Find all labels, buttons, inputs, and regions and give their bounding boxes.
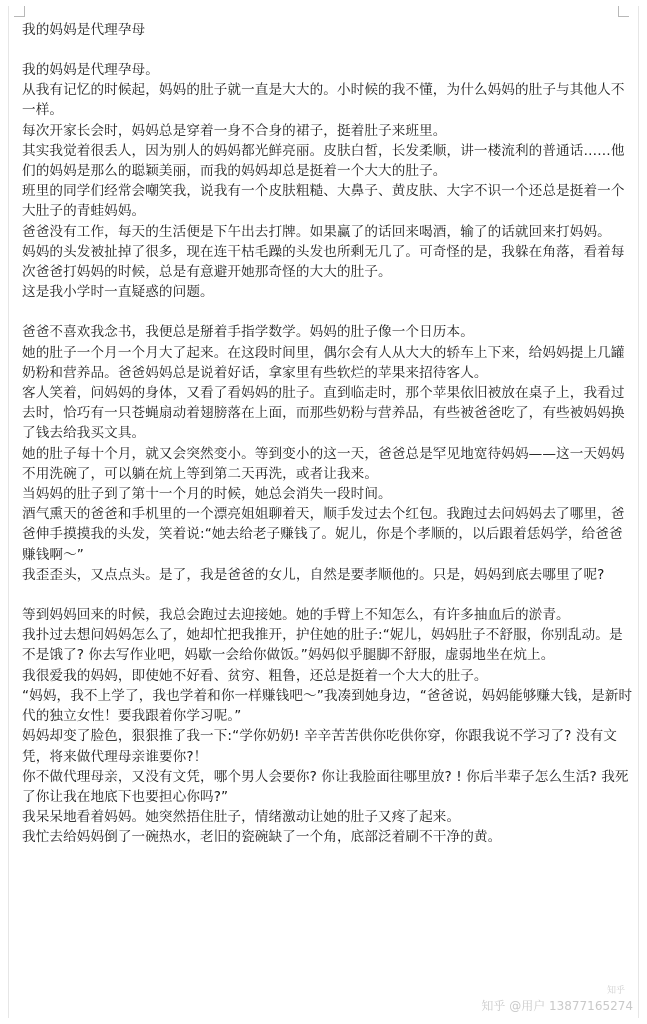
paragraph: 其实我觉着很丢人，因为别人的妈妈都光鲜亮丽。皮肤白皙，长发柔顺，讲一楼流利的普通话……他们的妈妈是那么的聪颖美丽，而我的妈妈却总是挺着一个大大的肚子。 <box>22 142 625 180</box>
page-corner-mark-right <box>618 6 629 17</box>
paragraph: 妈妈的头发被扯掉了很多，现在连干枯毛躁的头发也所剩无几了。可奇怪的是，我躲在角落，看着每次爸爸打妈妈的时候，总是有意避开她那奇怪的大大的肚子。 <box>22 243 625 281</box>
paragraph: 酒气熏天的爸爸和手机里的一个漂亮姐姐聊着天，顺手发过去个红包。我跑过去问妈妈去了哪里，爸爸伸手摸摸我的头发，笑着说:“她去给老子赚钱了。妮儿，你是个孝顺的，以后跟着恁妈学，给爸爸赚钱啊～” <box>22 506 625 563</box>
paragraph: 从我有记忆的时候起，妈妈的肚子就一直是大大的。小时候的我不懂，为什么妈妈的肚子与其他人不一样。 <box>22 82 625 119</box>
section-2 <box>22 322 634 585</box>
watermark-text: 知乎 @用户 13877165274 <box>481 999 633 1013</box>
document-body <box>22 20 634 868</box>
paragraph: 你不做代理母亲，又没有文凭，哪个男人会要你? 你让我脸面往哪里放? ! 你后半辈子怎么生活? 我死了你让我在地底下也要担心你吗?” <box>22 768 629 805</box>
page-corner-mark-left <box>14 6 25 17</box>
paragraph: 每次开家长会时，妈妈总是穿着一身不合身的裙子，挺着肚子来班里。 <box>22 122 447 139</box>
paragraph: 我忙去给妈妈倒了一碗热水，老旧的瓷碗缺了一个角，底部泛着刷不干净的黄。 <box>22 829 502 846</box>
paragraph: 我扑过去想问妈妈怎么了，她却忙把我推开，护住她的肚子:“妮儿，妈妈肚子不舒服，你别乱动。是不是饿了? 你去写作业吧，妈歇一会给你做饭。”妈妈似乎腿脚不舒服，虚弱地坐在炕上。 <box>22 627 623 664</box>
paragraph: 爸爸没有工作，每天的生活便是下午出去打牌。如果赢了的话回来喝酒，输了的话就回来打妈妈。 <box>22 223 611 240</box>
paragraph: 我歪歪头，又点点头。是了，我是爸爸的女儿，自然是要孝顺他的。只是，妈妈到底去哪里了呢? <box>22 566 605 583</box>
paragraph: 她的肚子一个月一个月大了起来。在这段时间里，偶尔会有人从大大的轿车上下来，给妈妈提上几罐奶粉和营养品。爸爸妈妈总是说着好话，拿家里有些软烂的苹果来招待客人。 <box>22 344 625 381</box>
paragraph: 这是我小学时一直疑惑的问题。 <box>22 284 214 301</box>
paragraph: 爸爸不喜欢我念书，我便总是掰着手指学数学。妈妈的肚子像一个日历本。 <box>22 324 474 341</box>
paragraph: 当妈妈的肚子到了第十一个月的时候，她总会消失一段时间。 <box>22 486 392 503</box>
paragraph: 我很爱我的妈妈，即使她不好看、贫穷、粗鲁，还总是挺着一个大大的肚子。 <box>22 667 488 684</box>
paragraph: 妈妈却变了脸色，狠狠推了我一下:“学你奶奶! 辛辛苦苦供你吃供你穿，你跟我说不学习了? 没有文凭，将来做代理母亲谁要你?！ <box>22 728 617 765</box>
paragraph: 她的肚子每十个月，就又会突然变小。等到变小的这一天，爸爸总是罕见地宽待妈妈——这一天妈妈不用洗碗了，可以躺在炕上等到第二天再洗，或者让我来。 <box>22 445 625 482</box>
paragraph: 班里的同学们经常会嘲笑我，说我有一个皮肤粗糙、大鼻子、黄皮肤、大字不识一个还总是挺着一个大肚子的青蛙妈妈。 <box>22 183 625 220</box>
section-1 <box>22 60 634 302</box>
paragraph: 等到妈妈回来的时候，我总会跑过去迎接她。她的手臂上不知怎么，有许多抽血后的淤青。 <box>22 607 570 624</box>
paragraph: 我呆呆地看着妈妈。她突然捂住肚子，情绪激动让她的肚子又疼了起来。 <box>22 809 461 826</box>
section-3 <box>22 605 634 847</box>
document-title: 我的妈妈是代理孕母 <box>22 22 146 38</box>
paragraph: 我的妈妈是代理孕母。 <box>22 62 159 78</box>
paragraph: “妈妈，我不上学了，我也学着和你一样赚钱吧～”我凑到她身边，“爸爸说，妈妈能够赚大钱，是新时代的独立女性！要我跟着你学习呢。” <box>22 687 633 725</box>
watermark-logo: 知乎 <box>606 986 625 996</box>
paragraph: 客人笑着，问妈妈的身体，又看了看妈妈的肚子。直到临走时，那个苹果依旧被放在桌子上，我看过去时，恰巧有一只苍蝇扇动着翅膀落在上面，而那些奶粉与营养品，有些被爸爸吃了，有些被妈妈换了钱去给我买文具。 <box>22 385 625 442</box>
